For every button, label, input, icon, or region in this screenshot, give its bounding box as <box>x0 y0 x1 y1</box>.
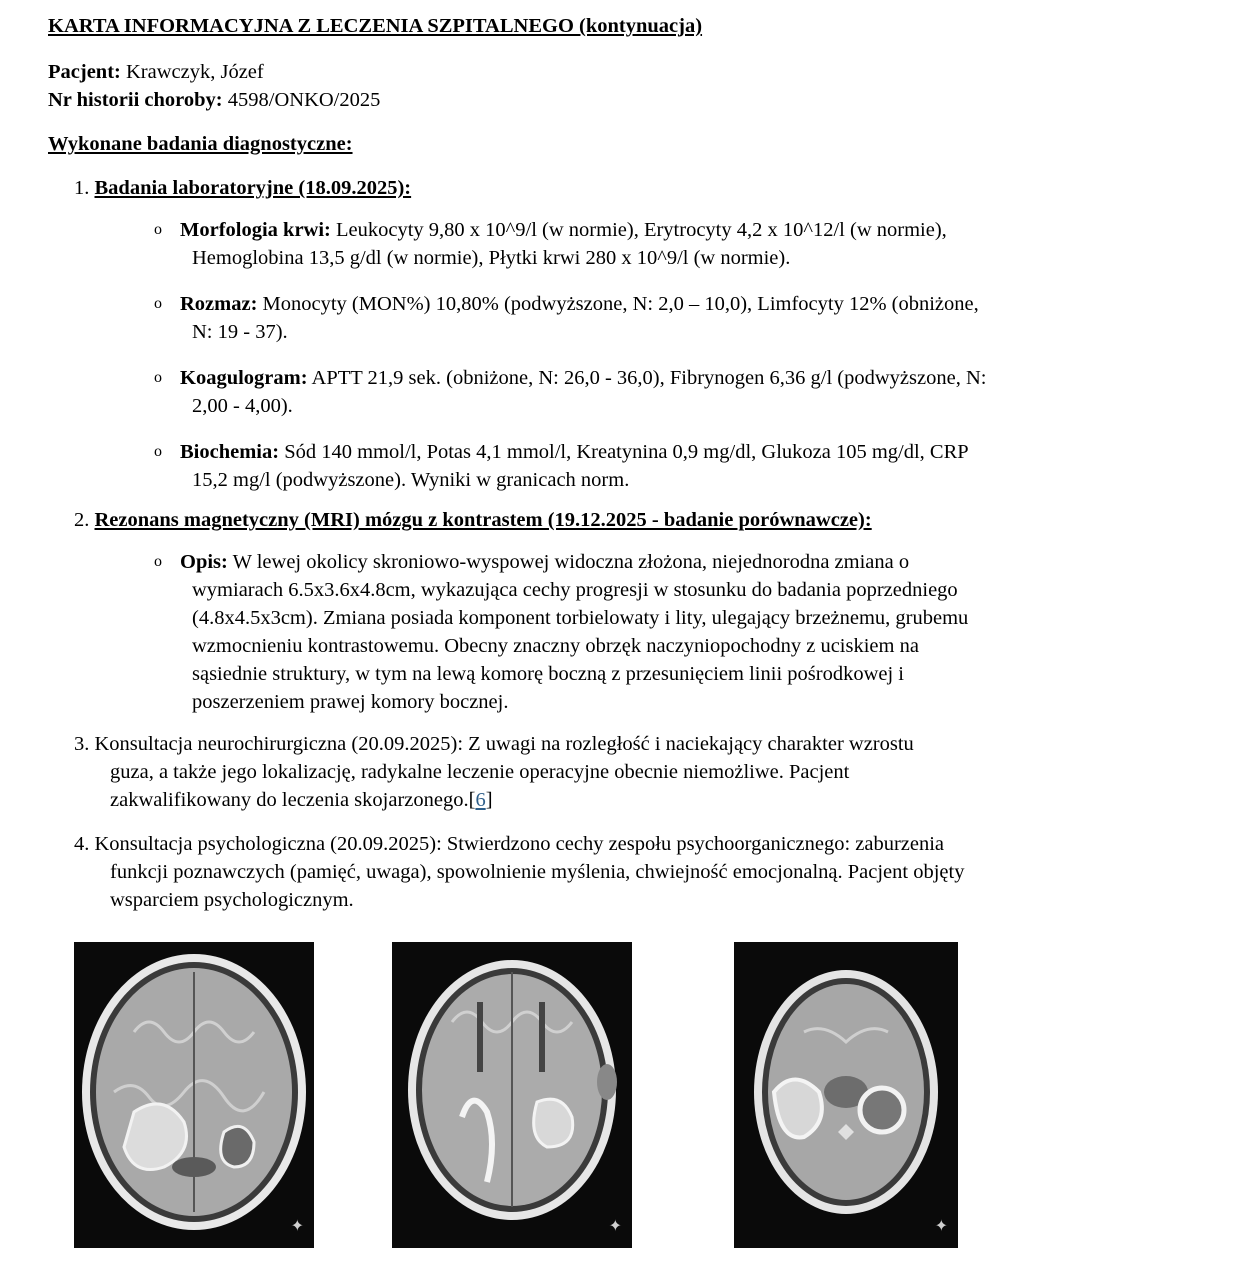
item-text: zakwalifikowany do leczenia skojarzonego. <box>110 789 469 811</box>
item-title: Rezonans magnetyczny (MRI) mózgu z kontrastem (19.12.2025 - badanie porównawcze): <box>94 509 872 531</box>
history-number: 4598/ONKO/2025 <box>227 89 381 111</box>
list-item <box>154 438 1198 494</box>
bullet-icon: o <box>154 221 162 238</box>
item-text: Z uwagi na rozległość i naciekający charakter wzrostu <box>468 733 914 755</box>
item-title: Konsultacja psychologiczna (20.09.2025): <box>94 833 442 855</box>
sub-label: Koagulogram: <box>180 367 308 389</box>
ref-bracket: [ <box>468 789 476 811</box>
history-number-row <box>48 86 1198 114</box>
mri-scan-image <box>392 942 632 1248</box>
list-item <box>154 548 1198 716</box>
item-title: Badania laboratoryjne (18.09.2025): <box>94 177 412 199</box>
sub-text-cont: wymiarach 6.5x3.6x4.8cm, wykazująca cechy progresji w stosunku do badania poprzedniego <box>192 579 958 601</box>
mri-list <box>48 548 1198 716</box>
sparkle-icon: ✦ <box>608 1216 622 1235</box>
item-number: 3. <box>74 733 90 755</box>
item-text-cont: wsparciem psychologicznym. <box>110 889 354 911</box>
list-item <box>154 364 1198 420</box>
sub-text: Monocyty (MON%) 10,80% (podwyższone, N: 2,0 – 10,0), Limfocyty 12% (obniżone, <box>262 293 979 315</box>
sub-text-cont: N: 19 - 37). <box>192 321 288 343</box>
bullet-icon: o <box>154 369 162 386</box>
document-page <box>48 12 1198 914</box>
sub-label: Morfologia krwi: <box>180 219 331 241</box>
bullet-icon: o <box>154 443 162 460</box>
item-number: 1. <box>74 177 90 199</box>
item-number: 4. <box>74 833 90 855</box>
sub-label: Rozmaz: <box>180 293 258 315</box>
item-number: 2. <box>74 509 90 531</box>
section-title: Wykonane badania diagnostyczne: <box>48 133 353 155</box>
item-text-cont <box>74 786 1198 814</box>
bullet-icon: o <box>154 553 162 570</box>
mri-images <box>74 942 974 1248</box>
item-psychology <box>48 830 1198 914</box>
document-title: KARTA INFORMACYJNA Z LECZENIA SZPITALNEGO (kontynuacja) <box>48 15 703 37</box>
mri-scan-image <box>734 942 958 1248</box>
sub-text-cont: 2,00 - 4,00). <box>192 395 293 417</box>
sub-text: Sód 140 mmol/l, Potas 4,1 mmol/l, Kreatynina 0,9 mg/dl, Glukoza 105 mg/dl, CRP <box>284 441 969 463</box>
sub-label: Opis: <box>180 551 228 573</box>
sub-text: APTT 21,9 sek. (obniżone, N: 26,0 - 36,0), Fibrynogen 6,36 g/l (podwyższone, N: <box>311 367 987 389</box>
ref-bracket: ] <box>485 789 493 811</box>
sparkle-icon: ✦ <box>290 1216 304 1235</box>
sub-text-cont: (4.8x4.5x3cm). Zmiana posiada komponent torbielowaty i lity, ulegający brzeżnemu, grubemu <box>192 607 969 629</box>
patient-name: Krawczyk, Józef <box>125 61 264 83</box>
list-item <box>154 290 1198 346</box>
item-lab-tests <box>48 174 1198 202</box>
item-title: Konsultacja neurochirurgiczna (20.09.2025): <box>94 733 464 755</box>
reference-link[interactable]: 6 <box>475 789 486 811</box>
sub-text-cont: Hemoglobina 13,5 g/dl (w normie), Płytki krwi 280 x 10^9/l (w normie). <box>192 247 791 269</box>
sub-label: Biochemia: <box>180 441 280 463</box>
item-mri <box>48 506 1198 534</box>
item-text: Stwierdzono cechy zespołu psychoorganicznego: zaburzenia <box>446 833 945 855</box>
sub-text: W lewej okolicy skroniowo-wyspowej widoczna złożona, niejednorodna zmiana o <box>232 551 910 573</box>
item-neurosurgery <box>48 730 1198 814</box>
history-number-label: Nr historii choroby: <box>48 89 223 111</box>
patient-name-row <box>48 58 1198 86</box>
item-text-cont: guza, a także jego lokalizację, radykalne leczenie operacyjne obecnie niemożliwe. Pacjent <box>110 761 850 783</box>
sub-text-cont: wzmocnieniu kontrastowemu. Obecny znaczny obrzęk naczyniopochodny z uciskiem na <box>192 635 919 657</box>
patient-info <box>48 58 1198 114</box>
mri-scan-image <box>74 942 314 1248</box>
lab-tests-list <box>48 216 1198 494</box>
patient-name-label: Pacjent: <box>48 61 121 83</box>
bullet-icon: o <box>154 295 162 312</box>
sub-text-cont: poszerzeniem prawej komory bocznej. <box>192 691 509 713</box>
sub-text: Leukocyty 9,80 x 10^9/l (w normie), Erytrocyty 4,2 x 10^12/l (w normie), <box>336 219 947 241</box>
list-item <box>154 216 1198 272</box>
sub-text-cont: 15,2 mg/l (podwyższone). Wyniki w granicach norm. <box>192 469 630 491</box>
sub-text-cont: sąsiednie struktury, w tym na lewą komorę boczną z przesunięciem linii pośrodkowej i <box>192 663 904 685</box>
sparkle-icon: ✦ <box>934 1216 948 1235</box>
item-text-cont: funkcji poznawczych (pamięć, uwaga), spowolnienie myślenia, chwiejność emocjonalną. Pacjent objęty <box>110 861 965 883</box>
